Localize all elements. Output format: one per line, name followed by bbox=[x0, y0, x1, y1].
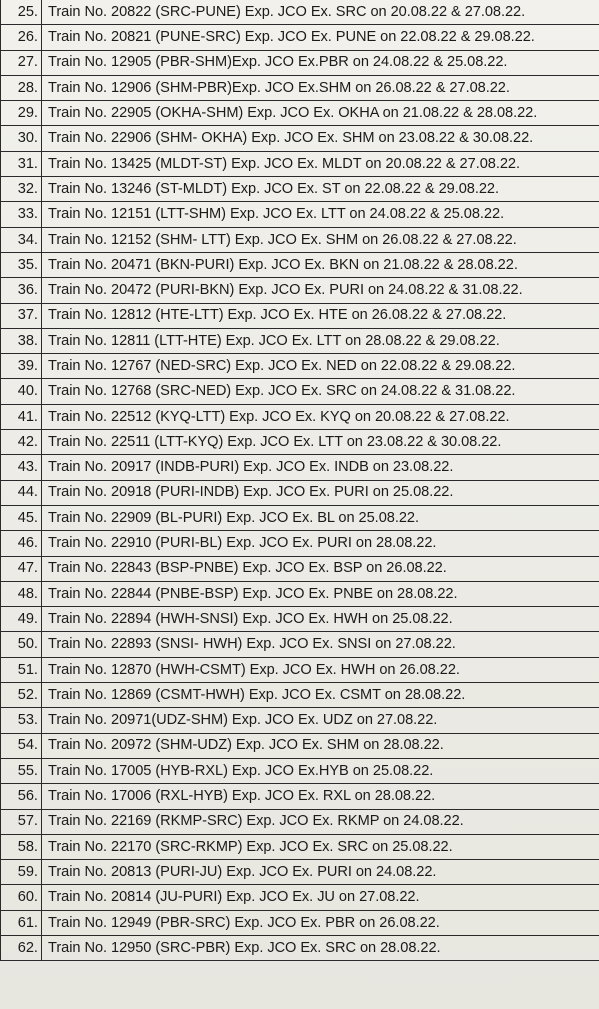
train-description: Train No. 20917 (INDB-PURI) Exp. JCO Ex. INDB on 23.08.22. bbox=[42, 455, 599, 480]
train-description: Train No. 22844 (PNBE-BSP) Exp. JCO Ex. PNBE on 28.08.22. bbox=[42, 581, 599, 606]
table-row bbox=[1, 328, 599, 353]
table-row bbox=[1, 480, 599, 505]
serial-number: 32. bbox=[1, 177, 42, 202]
serial-number: 28. bbox=[1, 75, 42, 100]
serial-number: 34. bbox=[1, 227, 42, 252]
serial-number: 54. bbox=[1, 733, 42, 758]
train-description: Train No. 22894 (HWH-SNSI) Exp. JCO Ex. HWH on 25.08.22. bbox=[42, 607, 599, 632]
table-row bbox=[1, 860, 599, 885]
serial-number: 61. bbox=[1, 910, 42, 935]
train-description: Train No. 20471 (BKN-PURI) Exp. JCO Ex. BKN on 21.08.22 & 28.08.22. bbox=[42, 252, 599, 277]
serial-number: 62. bbox=[1, 935, 42, 960]
train-description: Train No. 12905 (PBR-SHM)Exp. JCO Ex.PBR on 24.08.22 & 25.08.22. bbox=[42, 50, 599, 75]
table-row bbox=[1, 202, 599, 227]
table-row bbox=[1, 683, 599, 708]
serial-number: 37. bbox=[1, 303, 42, 328]
train-description: Train No. 20918 (PURI-INDB) Exp. JCO Ex. PURI on 25.08.22. bbox=[42, 480, 599, 505]
serial-number: 26. bbox=[1, 25, 42, 50]
train-description: Train No. 22905 (OKHA-SHM) Exp. JCO Ex. OKHA on 21.08.22 & 28.08.22. bbox=[42, 101, 599, 126]
serial-number: 40. bbox=[1, 379, 42, 404]
table-row bbox=[1, 885, 599, 910]
serial-number: 57. bbox=[1, 809, 42, 834]
serial-number: 47. bbox=[1, 556, 42, 581]
train-description: Train No. 20814 (JU-PURI) Exp. JCO Ex. JU on 27.08.22. bbox=[42, 885, 599, 910]
train-description: Train No. 17005 (HYB-RXL) Exp. JCO Ex.HYB on 25.08.22. bbox=[42, 758, 599, 783]
train-description: Train No. 12152 (SHM- LTT) Exp. JCO Ex. SHM on 26.08.22 & 27.08.22. bbox=[42, 227, 599, 252]
train-description: Train No. 22910 (PURI-BL) Exp. JCO Ex. PURI on 28.08.22. bbox=[42, 531, 599, 556]
serial-number: 58. bbox=[1, 834, 42, 859]
table-row bbox=[1, 25, 599, 50]
table-row bbox=[1, 151, 599, 176]
serial-number: 25. bbox=[1, 0, 42, 25]
serial-number: 52. bbox=[1, 683, 42, 708]
serial-number: 50. bbox=[1, 632, 42, 657]
serial-number: 35. bbox=[1, 252, 42, 277]
train-description: Train No. 20971(UDZ-SHM) Exp. JCO Ex. UDZ on 27.08.22. bbox=[42, 708, 599, 733]
train-description: Train No. 22169 (RKMP-SRC) Exp. JCO Ex. RKMP on 24.08.22. bbox=[42, 809, 599, 834]
serial-number: 45. bbox=[1, 505, 42, 530]
train-description: Train No. 22906 (SHM- OKHA) Exp. JCO Ex. SHM on 23.08.22 & 30.08.22. bbox=[42, 126, 599, 151]
train-description: Train No. 22909 (BL-PURI) Exp. JCO Ex. BL on 25.08.22. bbox=[42, 505, 599, 530]
table-row bbox=[1, 733, 599, 758]
train-description: Train No. 22511 (LTT-KYQ) Exp. JCO Ex. LTT on 23.08.22 & 30.08.22. bbox=[42, 430, 599, 455]
table-row bbox=[1, 834, 599, 859]
table-row bbox=[1, 252, 599, 277]
table-row bbox=[1, 354, 599, 379]
train-description: Train No. 12950 (SRC-PBR) Exp. JCO Ex. SRC on 28.08.22. bbox=[42, 935, 599, 960]
table-row bbox=[1, 379, 599, 404]
serial-number: 46. bbox=[1, 531, 42, 556]
train-description: Train No. 20813 (PURI-JU) Exp. JCO Ex. PURI on 24.08.22. bbox=[42, 860, 599, 885]
serial-number: 29. bbox=[1, 101, 42, 126]
table-row bbox=[1, 657, 599, 682]
train-description: Train No. 22843 (BSP-PNBE) Exp. JCO Ex. BSP on 26.08.22. bbox=[42, 556, 599, 581]
table-row bbox=[1, 708, 599, 733]
serial-number: 59. bbox=[1, 860, 42, 885]
table-row bbox=[1, 278, 599, 303]
table-row bbox=[1, 126, 599, 151]
table-row bbox=[1, 910, 599, 935]
table-row bbox=[1, 784, 599, 809]
table-row bbox=[1, 581, 599, 606]
table-row bbox=[1, 303, 599, 328]
serial-number: 53. bbox=[1, 708, 42, 733]
train-description: Train No. 12811 (LTT-HTE) Exp. JCO Ex. LTT on 28.08.22 & 29.08.22. bbox=[42, 328, 599, 353]
table-row bbox=[1, 632, 599, 657]
table-row bbox=[1, 0, 599, 25]
train-description: Train No. 13246 (ST-MLDT) Exp. JCO Ex. ST on 22.08.22 & 29.08.22. bbox=[42, 177, 599, 202]
train-description: Train No. 12906 (SHM-PBR)Exp. JCO Ex.SHM on 26.08.22 & 27.08.22. bbox=[42, 75, 599, 100]
table-row bbox=[1, 177, 599, 202]
table-row bbox=[1, 455, 599, 480]
table-row bbox=[1, 607, 599, 632]
train-description: Train No. 20972 (SHM-UDZ) Exp. JCO Ex. SHM on 28.08.22. bbox=[42, 733, 599, 758]
train-description: Train No. 17006 (RXL-HYB) Exp. JCO Ex. RXL on 28.08.22. bbox=[42, 784, 599, 809]
train-description: Train No. 12949 (PBR-SRC) Exp. JCO Ex. PBR on 26.08.22. bbox=[42, 910, 599, 935]
table-row bbox=[1, 50, 599, 75]
serial-number: 39. bbox=[1, 354, 42, 379]
train-description: Train No. 12151 (LTT-SHM) Exp. JCO Ex. LTT on 24.08.22 & 25.08.22. bbox=[42, 202, 599, 227]
train-description: Train No. 12869 (CSMT-HWH) Exp. JCO Ex. CSMT on 28.08.22. bbox=[42, 683, 599, 708]
table-row bbox=[1, 531, 599, 556]
table-body bbox=[1, 0, 599, 961]
serial-number: 56. bbox=[1, 784, 42, 809]
serial-number: 48. bbox=[1, 581, 42, 606]
serial-number: 42. bbox=[1, 430, 42, 455]
train-description: Train No. 22170 (SRC-RKMP) Exp. JCO Ex. SRC on 25.08.22. bbox=[42, 834, 599, 859]
table-row bbox=[1, 505, 599, 530]
train-description: Train No. 12768 (SRC-NED) Exp. JCO Ex. SRC on 24.08.22 & 31.08.22. bbox=[42, 379, 599, 404]
train-description: Train No. 12870 (HWH-CSMT) Exp. JCO Ex. HWH on 26.08.22. bbox=[42, 657, 599, 682]
serial-number: 36. bbox=[1, 278, 42, 303]
serial-number: 60. bbox=[1, 885, 42, 910]
serial-number: 44. bbox=[1, 480, 42, 505]
table-row bbox=[1, 809, 599, 834]
serial-number: 30. bbox=[1, 126, 42, 151]
table-row bbox=[1, 430, 599, 455]
train-description: Train No. 12767 (NED-SRC) Exp. JCO Ex. NED on 22.08.22 & 29.08.22. bbox=[42, 354, 599, 379]
table-row bbox=[1, 75, 599, 100]
table-row bbox=[1, 227, 599, 252]
train-description: Train No. 13425 (MLDT-ST) Exp. JCO Ex. MLDT on 20.08.22 & 27.08.22. bbox=[42, 151, 599, 176]
table-row bbox=[1, 935, 599, 960]
serial-number: 49. bbox=[1, 607, 42, 632]
serial-number: 33. bbox=[1, 202, 42, 227]
serial-number: 51. bbox=[1, 657, 42, 682]
serial-number: 43. bbox=[1, 455, 42, 480]
train-description: Train No. 22893 (SNSI- HWH) Exp. JCO Ex. SNSI on 27.08.22. bbox=[42, 632, 599, 657]
train-description: Train No. 20821 (PUNE-SRC) Exp. JCO Ex. PUNE on 22.08.22 & 29.08.22. bbox=[42, 25, 599, 50]
train-description: Train No. 20472 (PURI-BKN) Exp. JCO Ex. PURI on 24.08.22 & 31.08.22. bbox=[42, 278, 599, 303]
serial-number: 38. bbox=[1, 328, 42, 353]
table-row bbox=[1, 758, 599, 783]
serial-number: 27. bbox=[1, 50, 42, 75]
serial-number: 31. bbox=[1, 151, 42, 176]
train-description: Train No. 12812 (HTE-LTT) Exp. JCO Ex. HTE on 26.08.22 & 27.08.22. bbox=[42, 303, 599, 328]
serial-number: 55. bbox=[1, 758, 42, 783]
table-row bbox=[1, 404, 599, 429]
train-description: Train No. 22512 (KYQ-LTT) Exp. JCO Ex. KYQ on 20.08.22 & 27.08.22. bbox=[42, 404, 599, 429]
serial-number: 41. bbox=[1, 404, 42, 429]
table-row bbox=[1, 556, 599, 581]
table-row bbox=[1, 101, 599, 126]
train-description: Train No. 20822 (SRC-PUNE) Exp. JCO Ex. SRC on 20.08.22 & 27.08.22. bbox=[42, 0, 599, 25]
